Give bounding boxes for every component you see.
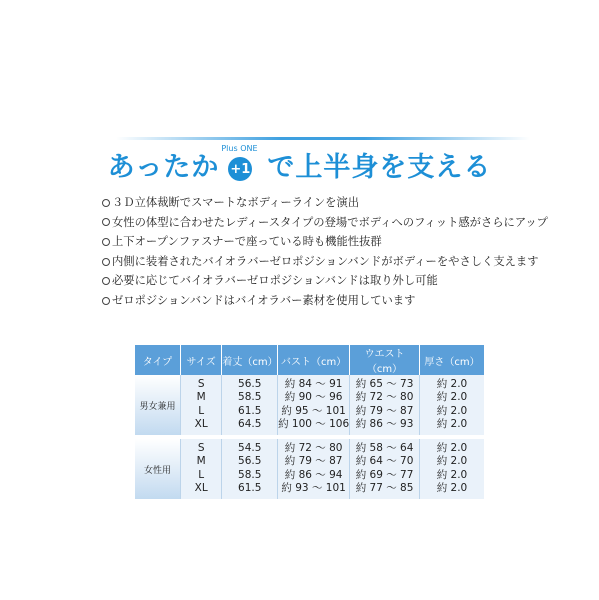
circle-bullet-icon xyxy=(102,258,110,266)
feature-item: 必要に応じてバイオラバーゼロポジションバンドは取り外し可能 xyxy=(102,271,548,291)
header-type: タイプ xyxy=(135,345,180,375)
circle-bullet-icon xyxy=(102,277,110,285)
circle-bullet-icon xyxy=(102,199,110,207)
waist-cell: 約 65 ～ 73 約 72 ～ 80 約 79 ～ 87 約 86 ～ 93 xyxy=(350,375,420,435)
headline-after: で上半身を支える xyxy=(267,152,492,183)
header-length: 着丈（cm） xyxy=(222,345,278,375)
headline xyxy=(0,144,599,184)
feature-item: 女性の体型に合わせたレディースタイプの登場でボディへのフィット感がさらにアップ xyxy=(102,213,548,233)
header-bust: バスト（cm） xyxy=(278,345,350,375)
feature-item: 内側に装着されたバイオラバーゼロポジションバンドがボディーをやさしく支えます xyxy=(102,252,548,272)
table-group-unisex xyxy=(135,375,484,435)
plus-one-badge-icon: +1 xyxy=(228,157,252,181)
table-group-women xyxy=(135,439,484,499)
header-thickness: 厚さ（cm） xyxy=(419,345,484,375)
feature-item: ゼロポジションバンドはバイオラバー素材を使用しています xyxy=(102,291,548,311)
headline-before: あったか xyxy=(107,152,220,183)
plus-one-logo xyxy=(221,144,259,184)
thickness-cell: 約 2.0 約 2.0 約 2.0 約 2.0 xyxy=(419,375,484,435)
circle-bullet-icon xyxy=(102,297,110,305)
waist-cell: 約 58 ～ 64 約 64 ～ 70 約 69 ～ 77 約 77 ～ 85 xyxy=(350,439,420,499)
feature-item: 上下オープンファスナーで座っている時も機能性抜群 xyxy=(102,232,548,252)
circle-bullet-icon xyxy=(102,238,110,246)
length-cell: 54.5 56.5 58.5 61.5 xyxy=(222,439,278,499)
size-cell: S M L XL xyxy=(180,375,222,435)
circle-bullet-icon xyxy=(102,218,110,226)
top-divider-line xyxy=(116,137,530,140)
bust-cell: 約 72 ～ 80 約 79 ～ 87 約 86 ～ 94 約 93 ～ 101 xyxy=(278,439,350,499)
type-cell: 男女兼用 xyxy=(135,375,180,435)
table-header-row xyxy=(135,345,484,375)
size-spec-table xyxy=(135,345,484,499)
feature-item: ３Ｄ立体裁断でスマートなボディーラインを演出 xyxy=(102,193,548,213)
length-cell: 56.5 58.5 61.5 64.5 xyxy=(222,375,278,435)
plus-one-label: Plus ONE xyxy=(221,144,258,153)
bust-cell: 約 84 ～ 91 約 90 ～ 96 約 95 ～ 101 約 100 ～ 106 xyxy=(278,375,350,435)
feature-list xyxy=(102,193,548,311)
header-waist: ウエスト（cm） xyxy=(350,345,420,375)
size-cell: S M L XL xyxy=(180,439,222,499)
header-size: サイズ xyxy=(180,345,222,375)
type-cell: 女性用 xyxy=(135,439,180,499)
thickness-cell: 約 2.0 約 2.0 約 2.0 約 2.0 xyxy=(419,439,484,499)
